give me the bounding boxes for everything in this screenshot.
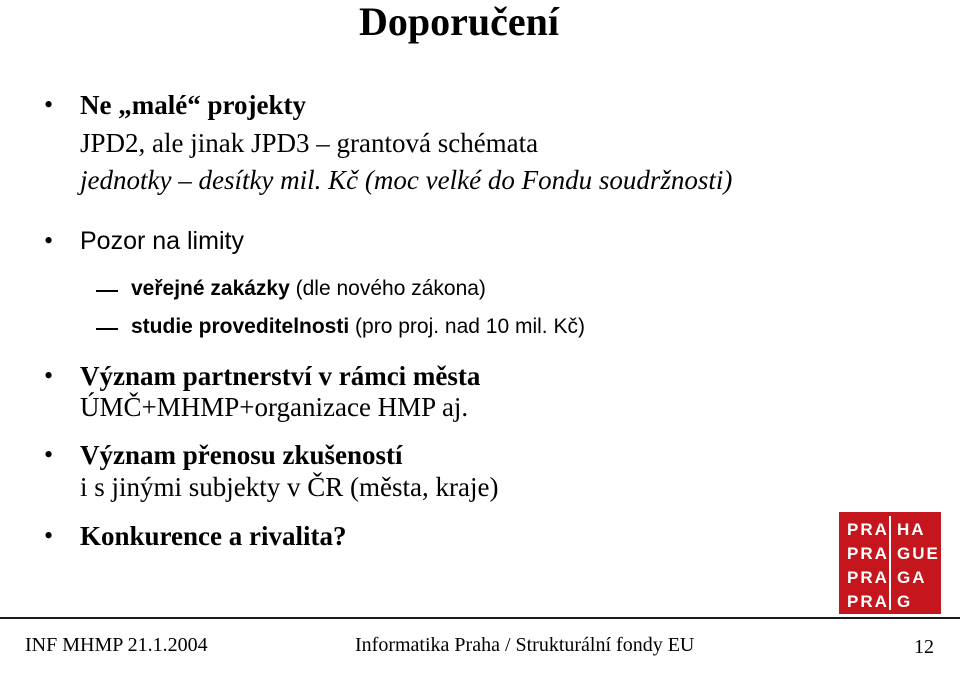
subitem-1-rest: (dle nového zákona)	[289, 277, 486, 300]
footer-left-text: INF MHMP 21.1.2004	[25, 634, 208, 656]
subitem-2	[131, 314, 585, 340]
bullet-dot: •	[44, 521, 54, 550]
bullet-dot: •	[44, 90, 54, 119]
sub-dash	[96, 328, 118, 330]
logo-text: GUE	[897, 544, 940, 563]
bullet-heading-5: Konkurence a rivalita?	[80, 521, 347, 551]
bullet-dot: •	[44, 226, 54, 255]
sub-dash	[96, 290, 118, 292]
slide-title: Doporučení	[359, 0, 559, 44]
footer-center-text: Informatika Praha / Strukturální fondy EU	[355, 634, 695, 656]
bullet-heading-1: Ne „malé“ projekty	[80, 90, 306, 120]
bullet-dot: •	[44, 440, 54, 469]
bullet-line-1a: JPD2, ale jinak JPD3 – grantová schémata	[80, 128, 539, 158]
subitem-2-bold: studie proveditelnosti	[131, 315, 350, 338]
logo-text: HA	[897, 520, 926, 539]
bullet-heading-2: Pozor na limity	[80, 227, 244, 255]
logo-text: PRA	[847, 592, 889, 611]
bullet-line-3a: ÚMČ+MHMP+organizace HMP aj.	[80, 392, 469, 422]
subitem-2-rest: (pro proj. nad 10 mil. Kč)	[349, 315, 585, 338]
slide-footer	[0, 617, 960, 673]
subitem-1-bold: veřejné zakázky	[131, 277, 290, 300]
bullet-heading-3: Význam partnerství v rámci města	[80, 361, 481, 391]
logo-right-column	[897, 518, 940, 614]
logo-divider	[889, 516, 891, 610]
logo-text: PRA	[847, 520, 889, 539]
logo-text: PRA	[847, 568, 889, 587]
bullet-dot: •	[44, 361, 54, 390]
bullet-line-4a: i s jinými subjekty v ČR (města, kraje)	[80, 472, 499, 502]
logo-text: GA	[897, 568, 927, 587]
praha-logo	[839, 512, 941, 614]
bullet-line-1b: jednotky – desítky mil. Kč (moc velké do Fondu soudržnosti)	[80, 165, 733, 195]
logo-left-column	[847, 518, 889, 614]
bullet-heading-4: Význam přenosu zkušeností	[80, 440, 403, 470]
logo-text: G	[897, 592, 913, 611]
logo-text: PRA	[847, 544, 889, 563]
page-number: 12	[914, 636, 934, 658]
subitem-1	[131, 276, 486, 302]
